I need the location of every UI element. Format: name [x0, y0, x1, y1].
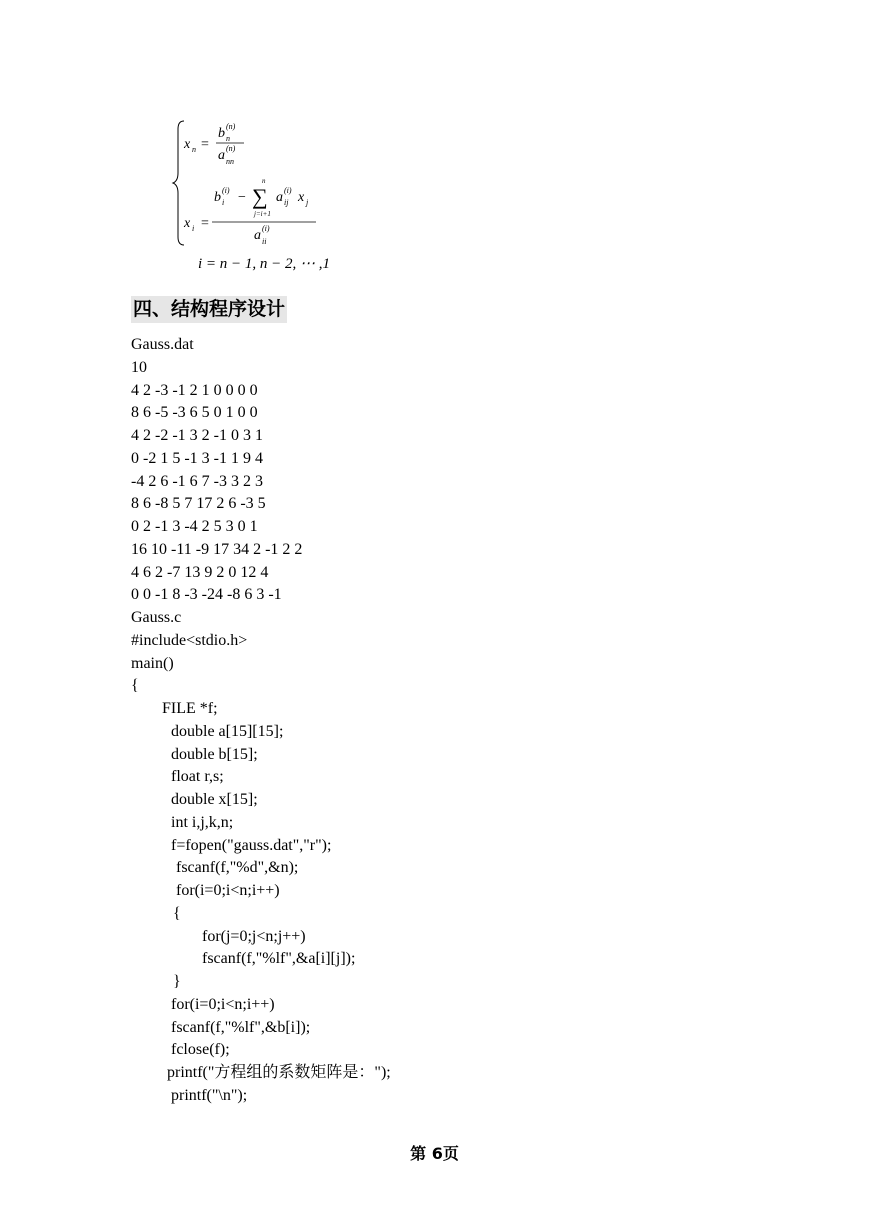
index-range: i = n − 1, n − 2, ⋯ ,1 [198, 256, 331, 272]
xn-symbol: x [184, 137, 191, 152]
xi-subscript: i [192, 224, 195, 233]
formula-graphic [172, 115, 372, 285]
text-line: float r,s; [171, 768, 224, 786]
xj-subscript: j [306, 198, 309, 207]
ann-subscript: nn [226, 157, 234, 166]
text-line: 4 2 -2 -1 3 2 -1 0 3 1 [131, 427, 263, 444]
bn-superscript: (n) [226, 122, 236, 131]
aii-symbol: a [254, 228, 261, 243]
sum-lower: j=i+1 [254, 210, 271, 218]
text-line: 0 2 -1 3 -4 2 5 3 0 1 [131, 518, 258, 535]
bi-subscript: i [222, 198, 225, 207]
text-line: 0 0 -1 8 -3 -24 -8 6 3 -1 [131, 586, 282, 604]
xn-subscript: n [192, 145, 196, 154]
sum-sign: ∑ [252, 184, 268, 209]
back-substitution-formula [172, 115, 352, 280]
page-number: 第 6页 [410, 1144, 459, 1163]
text-line: FILE *f; [162, 700, 218, 717]
left-brace [173, 121, 184, 245]
text-line: Gauss.dat [131, 336, 194, 353]
text-line: fscanf(f,"%d",&n); [176, 859, 299, 877]
text-line: -4 2 6 -1 6 7 -3 3 2 3 [131, 472, 263, 490]
text-line: printf("方程组的系数矩阵是："); [167, 1064, 391, 1081]
text-line: printf("\n"); [171, 1086, 248, 1104]
sum-upper: n [262, 177, 266, 185]
text-line: main() [131, 654, 174, 672]
bn-subscript: n [226, 134, 230, 143]
text-line: double x[15]; [171, 791, 258, 808]
text-line: Gauss.c [131, 609, 182, 626]
minus-sign: − [238, 190, 246, 205]
aii-subscript: ii [262, 237, 267, 246]
section-heading: 四、结构程序设计 [131, 296, 287, 323]
equals-1: = [201, 137, 209, 152]
text-line: 8 6 -8 5 7 17 2 6 -3 5 [131, 495, 266, 513]
ann-superscript: (n) [226, 144, 236, 153]
ann-symbol: a [218, 148, 225, 163]
text-line: double a[15][15]; [171, 722, 284, 740]
text-line: 0 -2 1 5 -1 3 -1 1 9 4 [131, 449, 263, 467]
xj-symbol: x [298, 190, 305, 205]
text-line: f=fopen("gauss.dat","r"); [171, 836, 332, 854]
text-line: for(i=0;i<n;i++) [171, 995, 275, 1013]
aij-superscript: (i) [284, 186, 292, 195]
xi-symbol: x [184, 216, 191, 231]
text-line: #include<stdio.h> [131, 631, 248, 649]
text-line: 10 [131, 358, 147, 376]
text-line: 16 10 -11 -9 17 34 2 -1 2 2 [131, 540, 303, 558]
text-line: fclose(f); [171, 1041, 230, 1059]
text-line: int i,j,k,n; [171, 813, 234, 831]
text-line: double b[15]; [171, 745, 258, 763]
text-line: { [173, 904, 181, 922]
text-line: for(i=0;i<n;i++) [176, 882, 280, 899]
text-line: 4 2 -3 -1 2 1 0 0 0 0 [131, 381, 258, 399]
aij-subscript: ij [284, 198, 289, 207]
aij-symbol: a [276, 190, 283, 205]
text-line: { [131, 677, 139, 695]
equals-2: = [201, 216, 209, 231]
text-line: fscanf(f,"%lf",&b[i]); [171, 1018, 311, 1036]
aii-superscript: (i) [262, 224, 270, 233]
bn-symbol: b [218, 126, 225, 141]
bi-symbol: b [214, 190, 221, 205]
text-line: for(j=0;j<n;j++) [202, 927, 306, 945]
text-line: 4 6 2 -7 13 9 2 0 12 4 [131, 563, 269, 581]
text-line: fscanf(f,"%lf",&a[i][j]); [202, 950, 356, 968]
text-line: 8 6 -5 -3 6 5 0 1 0 0 [131, 404, 258, 422]
bi-superscript: (i) [222, 186, 230, 195]
text-line: } [173, 973, 181, 990]
